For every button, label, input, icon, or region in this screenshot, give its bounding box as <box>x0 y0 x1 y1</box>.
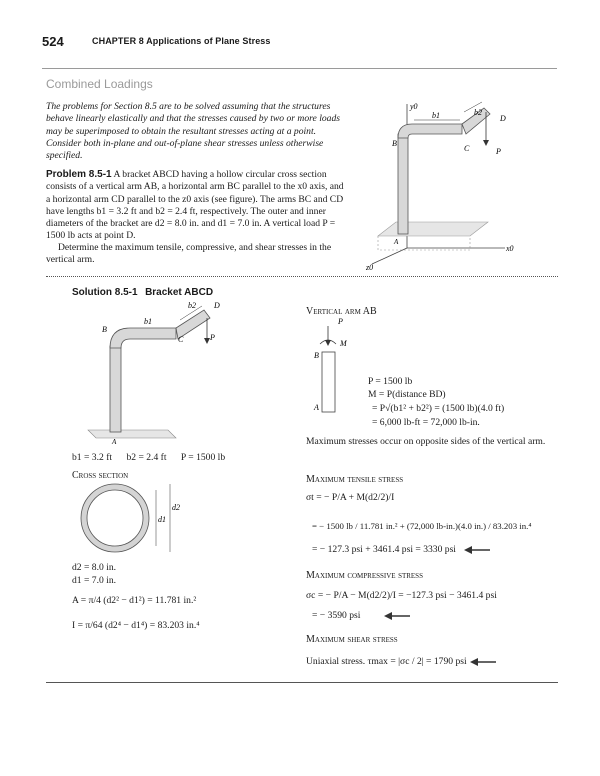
d2-label: d2 <box>172 503 180 512</box>
problem-statement <box>46 169 346 243</box>
solution-number: Solution 8.5-1 <box>72 287 138 298</box>
d1-value: d1 = 7.0 in. <box>72 575 117 586</box>
point-b-label: B <box>392 139 397 148</box>
bracket-3d-figure <box>360 98 560 273</box>
va-point-b: B <box>314 351 319 360</box>
sol-point-b-label: B <box>102 325 107 334</box>
tensile-equation: σt = − P/A + M(d2/2)/I <box>306 492 395 503</box>
dim-p: P = 1500 lb <box>180 452 226 463</box>
problem-determine: Determine the maximum tensile, compressive, and shear stresses in the vertical arm. <box>46 242 332 266</box>
load-p-label: P <box>496 147 501 156</box>
dimensions-row <box>72 452 225 464</box>
section-title: Combined Loadings <box>46 77 153 91</box>
shear-arrow-icon <box>470 656 498 668</box>
p-equation: P = 1500 lb <box>368 376 413 387</box>
point-d-label: D <box>500 114 506 123</box>
section-divider <box>46 276 558 277</box>
tensile-label: Maximum tensile stress <box>306 474 404 485</box>
footer-divider <box>46 682 558 683</box>
sol-point-d-label: D <box>214 301 220 310</box>
d1-label: d1 <box>158 515 166 524</box>
chapter-title: CHAPTER 8 Applications of Plane Stress <box>92 36 271 46</box>
inertia-equation: I = π/64 (d2⁴ − d1⁴) = 83.203 in.⁴ <box>72 620 200 631</box>
cross-section-figure <box>70 480 190 560</box>
x0-axis-label: x0 <box>506 244 514 253</box>
m-equation-3: = 6,000 lb-ft = 72,000 lb-in. <box>372 417 480 428</box>
header-divider <box>42 68 557 69</box>
dim-b2: b2 = 2.4 ft <box>126 452 167 463</box>
b1-label: b1 <box>432 111 440 120</box>
problem-label: Problem 8.5-1 <box>46 169 112 180</box>
intro-paragraph: The problems for Section 8.5 are to be solved assuming that the structures behave linearly elastically and that the stresses caused by two or more loads may be superimposed to obtain the resultant stresses acting at a point. Consider both in-plane and out-of-plane shear stresses unless otherwise specified. <box>46 101 340 162</box>
sol-point-a-label: A <box>112 438 117 446</box>
z0-axis-label: z0 <box>366 263 374 272</box>
vertical-arm-label: Vertical arm AB <box>306 306 377 317</box>
compressive-label: Maximum compressive stress <box>306 570 423 581</box>
cross-section-label: Cross section <box>72 470 129 481</box>
shear-equation: Uniaxial stress. τmax = |σc / 2| = 1790 psi <box>306 656 467 667</box>
solution-subtitle: Bracket ABCD <box>145 287 214 298</box>
compressive-result: = − 3590 psi <box>312 610 361 621</box>
sol-load-p-label: P <box>210 333 215 342</box>
compressive-arrow-icon <box>384 610 412 622</box>
va-point-a: A <box>314 403 319 412</box>
problem-text: A bracket ABCD having a hollow circular cross section consists of a vertical arm AB, a horizontal arm BC parallel to the x0 axis, and a horizontal arm CD parallel to the z0 axis (see figure). The arms BC and CD have lengths b1 = 3.2 ft and b2 = 2.4 ft, respectively. The outer and inner diameters of the bracket are d2 = 8.0 in. and d1 = 7.0 in. A vertical load P = 1500 lb acts at point D. <box>46 169 344 242</box>
compressive-equation: σc = − P/A − M(d2/2)/I = −127.3 psi − 3461.4 psi <box>306 590 497 601</box>
bracket-solution-figure <box>76 298 256 448</box>
sol-point-c-label: C <box>178 335 184 344</box>
va-moment-m: M <box>340 339 347 348</box>
vertical-arm-figure <box>310 318 370 418</box>
page-number: 524 <box>42 34 64 49</box>
sol-b2-label: b2 <box>188 301 196 310</box>
d2-value: d2 = 8.0 in. <box>72 562 117 573</box>
area-equation: A = π/4 (d2² − d1²) = 11.781 in.² <box>72 595 197 606</box>
point-c-label: C <box>464 144 470 153</box>
va-load-p: P <box>338 318 343 326</box>
sol-b1-label: b1 <box>144 317 152 326</box>
shear-label: Maximum shear stress <box>306 634 398 645</box>
max-stress-note: Maximum stresses occur on opposite sides of the vertical arm. <box>306 436 546 447</box>
tensile-arrow-icon <box>464 544 492 556</box>
tensile-result: = − 127.3 psi + 3461.4 psi = 3330 psi <box>312 544 456 555</box>
point-a-label: A <box>394 238 399 246</box>
solution-heading <box>72 287 213 298</box>
m-equation: M = P(distance BD) <box>368 389 446 400</box>
m-equation-2: = P√(b1² + b2²) = (1500 lb)(4.0 ft) <box>372 403 505 414</box>
y0-axis-label: y0 <box>410 102 418 111</box>
dim-b1: b1 = 3.2 ft <box>72 452 113 463</box>
tensile-substitution: = − 1500 lb / 11.781 in.² + (72,000 lb-in.)(4.0 in.) / 83.203 in.⁴ <box>312 521 532 531</box>
b2-label: b2 <box>474 108 482 117</box>
